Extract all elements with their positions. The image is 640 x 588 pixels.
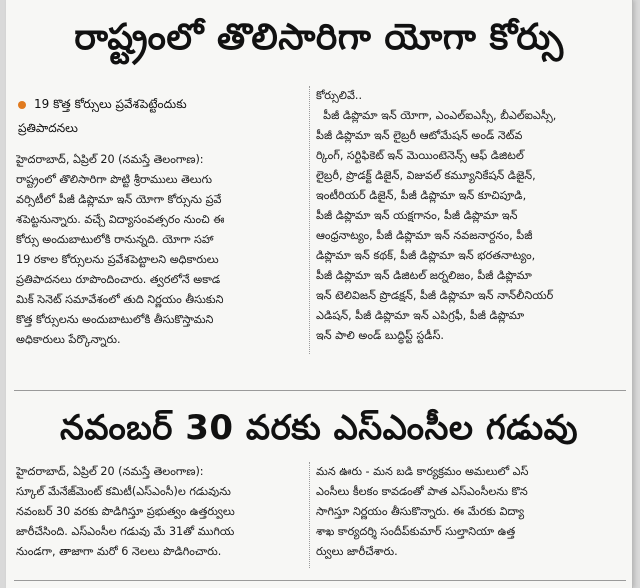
column-divider-2 bbox=[309, 462, 310, 568]
headline-yoga-course: రాష్ట్రంలో తొలిసారిగా యోగా కోర్సు bbox=[74, 17, 564, 58]
column-divider bbox=[309, 86, 310, 354]
headline-smc-deadline: నవంబర్ 30 వరకు ఎస్ఎంసీల గడువు bbox=[59, 408, 579, 448]
newspaper-clipping bbox=[6, 0, 633, 588]
bottom-rule bbox=[14, 580, 626, 581]
article-separator bbox=[14, 390, 626, 391]
article1-left-body: హైదరాబాద్, ఏప్రిల్ 20 (నమస్తే తెలంగాణ): రాష్ట్రంలో తొలిసారిగా పొట్టి శ్రీరాములు తెలుగు వర్సిటీలో పీజీ డిప్లొమా ఇన్ యోగా కోర్సును ప్రవే శపెట్టనున్నారు. వచ్చే విద్యాసంవత్సరం నుంచి ఈ కోర్సు అందుబాటులోకి రానున్నది. యోగా సహా 19 రకాల కోర్సులను ప్రవేశపెట్టాలని అధికారులు ప్రతిపాదనలు రూపొందించారు. త్వరలోనే అకాడ మిక్ సెనెట్ సమావేశంలో తుది నిర్ణయం తీసుకుని కొత్త కోర్సులను అందుబాటులోకి తీసుకొస్తామని అధికారులు పేర్కొన్నారు. bbox=[16, 153, 225, 346]
article2-left-body: హైదరాబాద్, ఏప్రిల్ 20 (నమస్తే తెలంగాణ): స్కూల్ మేనేజ్‌మెంట్ కమిటీ(ఎస్ఎంసీ)ల గడువును నవంబర్ 30 వరకు పొడిగిస్తూ ప్రభుత్వం ఉత్తర్వులు జారీచేసింది. ఎస్ఎంసీల గడువు మే 31తో ముగియ నుండగా, తాజాగా మరో 6 నెలలు పొడిగించారు. bbox=[16, 465, 235, 558]
subheading-bullet bbox=[18, 92, 298, 140]
article1-course-list: కోర్సులివే.. పీజీ డిప్లొమా ఇన్ యోగా, ఎంఎల్ఐఎస్సీ, బీఎల్ఐఎస్సీ, పీజీ డిప్లొమా ఇన్ లైబ్రరీ ఆటోమేషన్ అండ్ నెట్‌వ ర్కింగ్, సర్టిఫికెట్ ఇన్ మెయింటెనెన్స్ ఆఫ్ డిజిటల్ లైబ్రరీ, ప్రొడక్ట్ డిజైన్, విజువల్ కమ్యూనికేషన్ డిజైన్, ఇంటీరియర్ డిజైన్, పీజీ డిప్లొమా ఇన్ కూచిపూడి, పీజీ డిప్లొమా ఇన్ యక్షగానం, పీజీ డిప్లొమా ఇన్ ఆంధ్రనాట్యం, పీజీ డిప్లొమా ఇన్ నవజనార్దనం, పీజీ డిప్లొమా ఇన్ కథక్, పీజీ డిప్లొమా ఇన్ భరతనాట్యం, పీజీ డిప్లొమా ఇన్ డిజిటల్ జర్నలిజం, పీజీ డిప్లొమా ఇన్ టెలివిజన్ ప్రొడక్షన్, పీజీ డిప్లొమా ఇన్ నాన్‌లీనియర్ ఎడిషన్, పీజీ డిప్లొమా ఇన్ ఎపిగ్రఫీ, పీజీ డిప్లొమా ఇన్ పాలి అండ్ బుద్ధిస్ట్ స్టడీస్. bbox=[316, 89, 557, 342]
bullet-text: 19 కొత్త కోర్సులు ప్రవేశపెట్టేందుకు ప్రతిపాదనలు bbox=[18, 97, 187, 135]
article2-right-body: మన ఊరు - మన బడి కార్యక్రమం అమలులో ఎస్ ఎంసీలు కీలకం కావడంతో పాత ఎస్ఎంసీలను కొన సాగిస్తూ నిర్ణయం తీసుకొన్నారు. ఈ మేరకు విద్యా శాఖ కార్యదర్శి సందీప్‌కుమార్ సుల్తానియా ఉత్త ర్వులు జారీచేశారు. bbox=[316, 465, 529, 558]
bullet-dot-icon bbox=[18, 101, 26, 109]
